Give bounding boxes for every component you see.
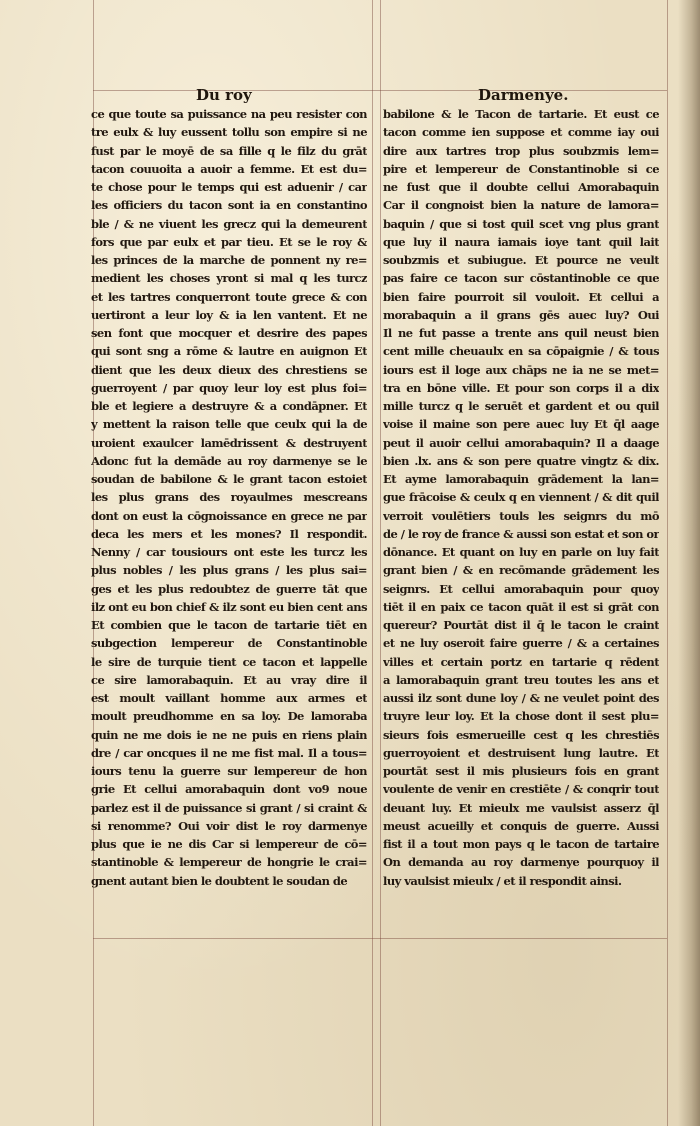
text-line: parlez est il de puissance si grant / si craint & xyxy=(91,800,367,815)
text-line: Nenny / car tousiours ont este les turcz les xyxy=(91,545,367,559)
text-line: tacon comme ien suppose et comme iay oui xyxy=(383,125,659,140)
text-line: iours tenu la guerre sur lempereur de hon xyxy=(91,764,367,778)
text-line: bien .lx. ans & son pere quatre vingtz & dix. xyxy=(383,453,659,468)
text-line: villes et certain portz en tartarie q rēdent xyxy=(383,654,659,669)
text-line: tra en bōne ville. Et pour son corps il a dix xyxy=(383,380,659,395)
binding-shadow xyxy=(678,0,700,1126)
text-line: dire aux tartres trop plus soubzmis lem= xyxy=(383,143,659,158)
text-line: et ne luy oseroit faire guerre / & a certaines xyxy=(383,636,659,651)
text-line: y mettent la raison telle que ceulx qui la de xyxy=(91,417,367,432)
text-line: et les tartres conquerront toute grece & con xyxy=(91,289,367,304)
text-line: bien faire pourroit sil vouloit. Et cellui a xyxy=(383,289,659,304)
text-line: moult preudhomme en sa loy. De lamoraba xyxy=(91,709,367,724)
text-line: les princes de la marche de ponnent ny re= xyxy=(91,253,367,267)
text-line: quin ne me dois ie ne ne puis en riens plain xyxy=(91,727,367,742)
text-line: ble et legiere a destruyre & a condāpner. Et xyxy=(91,399,367,413)
text-line: morabaquin a il grans gēs auec luy? Oui xyxy=(383,307,659,322)
text-line: Il ne fut passe a trente ans quil neust bien xyxy=(383,326,659,340)
text-line: a lamorabaquin grant treu toutes les ans et xyxy=(383,672,659,687)
text-line: soudan de babilone & le grant tacon estoiet xyxy=(91,472,367,486)
text-line: uroient exaulcer lamēdrissent & destruyent xyxy=(91,435,367,450)
text-line: tiēt il en paix ce tacon quāt il est si grāt con xyxy=(383,599,659,614)
text-line: quereur? Pourtāt dist il q̄ le tacon le craint xyxy=(383,618,659,632)
text-line: verroit voulētiers touls les seignrs du mō xyxy=(383,508,659,523)
text-line: fors que par eulx et par tieu. Et se le roy & xyxy=(91,234,367,249)
running-head-right: Darmenye. xyxy=(478,86,569,104)
text-line: les officiers du tacon sont ia en constantino xyxy=(91,198,367,213)
text-line: mille turcz q le seruēt et gardent et ou quil xyxy=(383,399,659,413)
text-line: aussi ilz sont dune loy / & ne veulet point des xyxy=(383,691,659,705)
text-line: gue frācoise & ceulx q en viennent / & dit quil xyxy=(383,490,659,505)
text-line: ce que toute sa puissance na peu resister con xyxy=(91,107,367,121)
text-line: ble / & ne viuent les grecz qui la demeurent xyxy=(91,216,367,231)
text-line: plus que ie ne dis Car si lempereur de cō= xyxy=(91,837,367,851)
text-line: le sire de turquie tient ce tacon et lappelle xyxy=(91,654,367,669)
text-line: dont on eust la cōgnoissance en grece ne par xyxy=(91,508,367,523)
text-line: Adonc fut la demāde au roy darmenye se le xyxy=(91,453,367,468)
text-line: te chose pour le temps qui est aduenir / car xyxy=(91,180,367,194)
top-rule xyxy=(93,90,667,91)
text-line: subgection lempereur de Constantinoble xyxy=(91,636,367,651)
text-line: guerroyent / par quoy leur loy est plus foi= xyxy=(91,380,367,395)
right-margin-rule xyxy=(667,0,668,1126)
text-line: On demanda au roy darmenye pourquoy il xyxy=(383,855,659,870)
text-line: seignrs. Et cellui amorabaquin pour quoy xyxy=(383,581,659,596)
text-line: de / le roy de france & aussi son estat et son or xyxy=(383,526,659,541)
text-line: stantinoble & lempereur de hongrie le crai= xyxy=(91,855,367,870)
text-line: plus nobles / les plus grans / les plus sai= xyxy=(91,563,367,578)
text-line: voulente de venir en crestiēte / & conqrir tout xyxy=(383,782,659,797)
text-line: voise il maine son pere auec luy Et q̄l aage xyxy=(383,417,659,432)
text-line: Et ayme lamorabaquin grādement la lan= xyxy=(383,472,659,486)
text-line: est moult vaillant homme aux armes et xyxy=(91,691,367,705)
text-line: truyre leur loy. Et la chose dont il sest plu= xyxy=(383,709,659,724)
text-line: pas faire ce tacon sur cōstantinoble ce que xyxy=(383,271,659,286)
running-head-left: Du roy xyxy=(196,86,252,104)
gutter-rule-left xyxy=(372,0,373,1126)
text-line: fust par le moyē de sa fille q le filz du grāt xyxy=(91,143,367,158)
text-line: babilone & le Tacon de tartarie. Et eust ce xyxy=(383,107,659,121)
text-line: soubzmis et subiugue. Et pource ne veult xyxy=(383,253,659,267)
text-line: gnent autant bien le doubtent le soudan de xyxy=(91,873,348,888)
text-line: deuant luy. Et mieulx me vaulsist asserz q̄l xyxy=(383,800,659,815)
text-line: iours est il loge aux chāps ne ia ne se met= xyxy=(383,362,659,377)
text-line: meust acueilly et conquis de guerre. Aussi xyxy=(383,818,659,833)
text-line: grant bien / & en recōmande grādement les xyxy=(383,563,659,578)
text-line: baquin / que si tost quil scet vng plus grant xyxy=(383,216,659,231)
text-line: sen font que mocquer et desrire des papes xyxy=(91,326,367,340)
text-line: uertiront a leur loy & ia len vantent. Et ne xyxy=(91,307,367,322)
text-line: dient que les deux dieux des chrestiens se xyxy=(91,362,367,377)
text-column-left xyxy=(91,105,367,890)
text-line: si renomme? Oui voir dist le roy darmenye xyxy=(91,818,367,833)
text-line: qui sont sng a rōme & lautre en auignon Et xyxy=(91,344,367,359)
text-line: luy vaulsist mieulx / et il respondit ainsi. xyxy=(383,873,622,888)
text-line: Car il congnoist bien la nature de lamora= xyxy=(383,198,659,213)
text-line: sieurs fois esmerueille cest q les chrestiēs xyxy=(383,727,659,742)
text-line: guerroyoient et destruisent lung lautre. Et xyxy=(383,745,659,760)
text-line: Et combien que le tacon de tartarie tiēt en xyxy=(91,618,367,632)
text-line: ges et les plus redoubtez de guerre tāt que xyxy=(91,581,367,596)
text-line: tre eulx & luy eussent tollu son empire si ne xyxy=(91,125,367,140)
text-line: peut il auoir cellui amorabaquin? Il a daage xyxy=(383,435,659,450)
text-line: ilz ont eu bon chief & ilz sont eu bien cent ans xyxy=(91,599,367,614)
text-column-right xyxy=(383,105,659,890)
text-line: dre / car oncques il ne me fist mal. Il a tous= xyxy=(91,745,367,760)
text-line: deca les mers et les mones? Il respondit. xyxy=(91,526,367,541)
text-line: medient les choses yront si mal q les turcz xyxy=(91,271,367,286)
text-line: tacon couuoita a auoir a femme. Et est du= xyxy=(91,161,367,176)
text-line: dōnance. Et quant on luy en parle on luy fait xyxy=(383,545,659,559)
text-line: cent mille cheuaulx en sa cōpaignie / & tous xyxy=(383,344,659,359)
text-line: pire et lempereur de Constantinoble si ce xyxy=(383,161,659,176)
bottom-rule xyxy=(93,938,667,939)
text-line: fist il a tout mon pays q le tacon de tartaire xyxy=(383,837,659,851)
text-line: grie Et cellui amorabaquin dont vo9 noue xyxy=(91,782,367,797)
text-line: ce sire lamorabaquin. Et au vray dire il xyxy=(91,672,367,687)
text-line: que luy il naura iamais ioye tant quil lait xyxy=(383,234,659,249)
gutter-rule-right xyxy=(380,0,381,1126)
text-line: ne fust que il doubte cellui Amorabaquin xyxy=(383,180,659,194)
text-line: les plus grans des royaulmes mescreans xyxy=(91,490,367,505)
text-line: pourtāt sest il mis plusieurs fois en grant xyxy=(383,764,659,778)
